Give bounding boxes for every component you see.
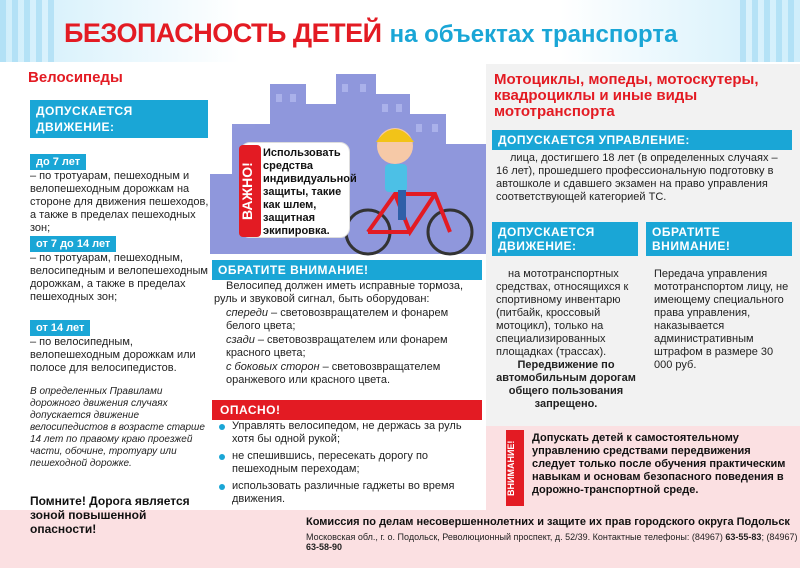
remember-note: Помните! Дорога является зоной повышенной опасности! [30,494,190,536]
header [0,0,800,62]
attention-back: сзади – световозвращателем или фонарем красного цвета; [226,334,448,359]
commission-name: Комиссия по делам несовершеннолетних и защите их прав городского округа Подольск [306,516,790,528]
motorcycle-attention-bar: ОБРАТИТЕ ВНИМАНИЕ! [646,222,792,256]
warning-text: Допускать детей к самостоятельному управлению средствами передвижения следует только после обучения практическим навыкам и основам безопасного поведения в дорожно-транспортной среде. [532,432,786,496]
bicycle-attention-bar: ОБРАТИТЕ ВНИМАНИЕ! [212,260,482,280]
movement-allowed-text: на мототранспортных средствах, относящихся к спортивному инвентарю (питбайк, кроссовый мотоцикл), только на специализированных площадках (трассах). Передвижение по автомобильным дорогам общего пользования запрещено. [496,268,636,410]
attention-front: спереди – световозвращателем и фонарем белого цвета; [226,307,449,332]
age-text: – по тротуарам, пешеходным и велопешеходным дорожкам на стороне для движения пешеходов, а также в пределах пешеходных зон; [30,170,209,234]
list-item: не спешившись, пересекать дорогу по пешеходным переходам; [216,450,482,476]
control-allowed-text: лица, достигшего 18 лет (в определенных случаях – 16 лет), прошедшего профессиональную подготовку в автошколе и сдавшего экзамен на право управления соответствующей категорией ТС. [496,152,778,203]
bicycles-section [0,64,212,510]
important-callout [239,142,357,238]
decorative-stripes-right [740,0,800,62]
age-text: – по тротуарам, пешеходным, велосипедным и велопешеходным дорожкам, а также в пределах пешеходных зон; [30,252,208,303]
motorcycles-section [486,64,800,510]
title-main: БЕЗОПАСНОСТЬ ДЕТЕЙ [64,18,382,48]
warning-box [486,426,800,510]
decorative-stripes-left [0,0,60,62]
age-group-7-14 [30,234,210,304]
age-group-over-14 [30,318,210,375]
warning-tag: ВНИМАНИЕ! [506,430,524,506]
page-title [64,18,677,49]
important-tag: ВАЖНО! [239,145,261,237]
age-tag: до 7 лет [30,154,86,170]
movement-allowed-bar: ДОПУСКАЕТСЯ ДВИЖЕНИЕ: [492,222,638,256]
bicycles-title: Велосипеды [28,69,123,86]
motorcycles-title: Мотоциклы, мопеды, мотоскутеры, квадроциклы и иные виды мототранспорта [494,71,759,120]
list-item: Управлять велосипедом, не держась за руль хотя бы одной рукой; [216,420,482,446]
contact-address: Московская обл., г. о. Подольск, Революционный проспект, д. 52/39. Контактные телефоны: (84967) 63-55-83; (84967) 63-58-90 [306,532,798,552]
motorcycle-attention-text: Передача управления мототранспортом лицу, не имеющему специального права управления, наказывается административным штрафом в размере 30 000 руб. [654,268,789,371]
list-item: использовать различные гаджеты во время движения. [216,480,482,506]
age-tag: от 14 лет [30,320,90,336]
important-text: Использовать средства индивидуальной защиты, такие как шлем, защитная экипировка. [263,147,357,237]
control-allowed-bar: ДОПУСКАЕТСЯ УПРАВЛЕНИЕ: [492,130,792,150]
bicycles-allowed-bar: ДОПУСКАЕТСЯ ДВИЖЕНИЕ: [30,100,208,138]
age-group-under-7 [30,152,210,235]
bicycle-attention-text [214,280,480,388]
danger-list [216,420,482,510]
age-text: – по велосипедным, велопешеходным дорожкам или полосе для велосипедистов. [30,336,196,374]
attention-side: с боковых сторон – световозвращателем оранжевого или красного цвета. [226,361,441,386]
bicycles-italic-note: В определенных Правилами дорожного движения случаях допускается движение велосипедистов в возрасте старше 14 лет по правому краю проезжей части, обочине, тротуару или пешеходной дорожке. [30,386,205,469]
danger-bar: ОПАСНО! [212,400,482,420]
middle-section [210,64,486,510]
age-tag: от 7 до 14 лет [30,236,116,252]
attention-intro: Велосипед должен иметь исправные тормоза, руль и звуковой сигнал, быть оборудован: [214,280,464,305]
title-sub: на объектах транспорта [389,21,678,48]
movement-prohibited-text: Передвижение по автомобильным дорогам общего пользования запрещено. [496,359,636,410]
